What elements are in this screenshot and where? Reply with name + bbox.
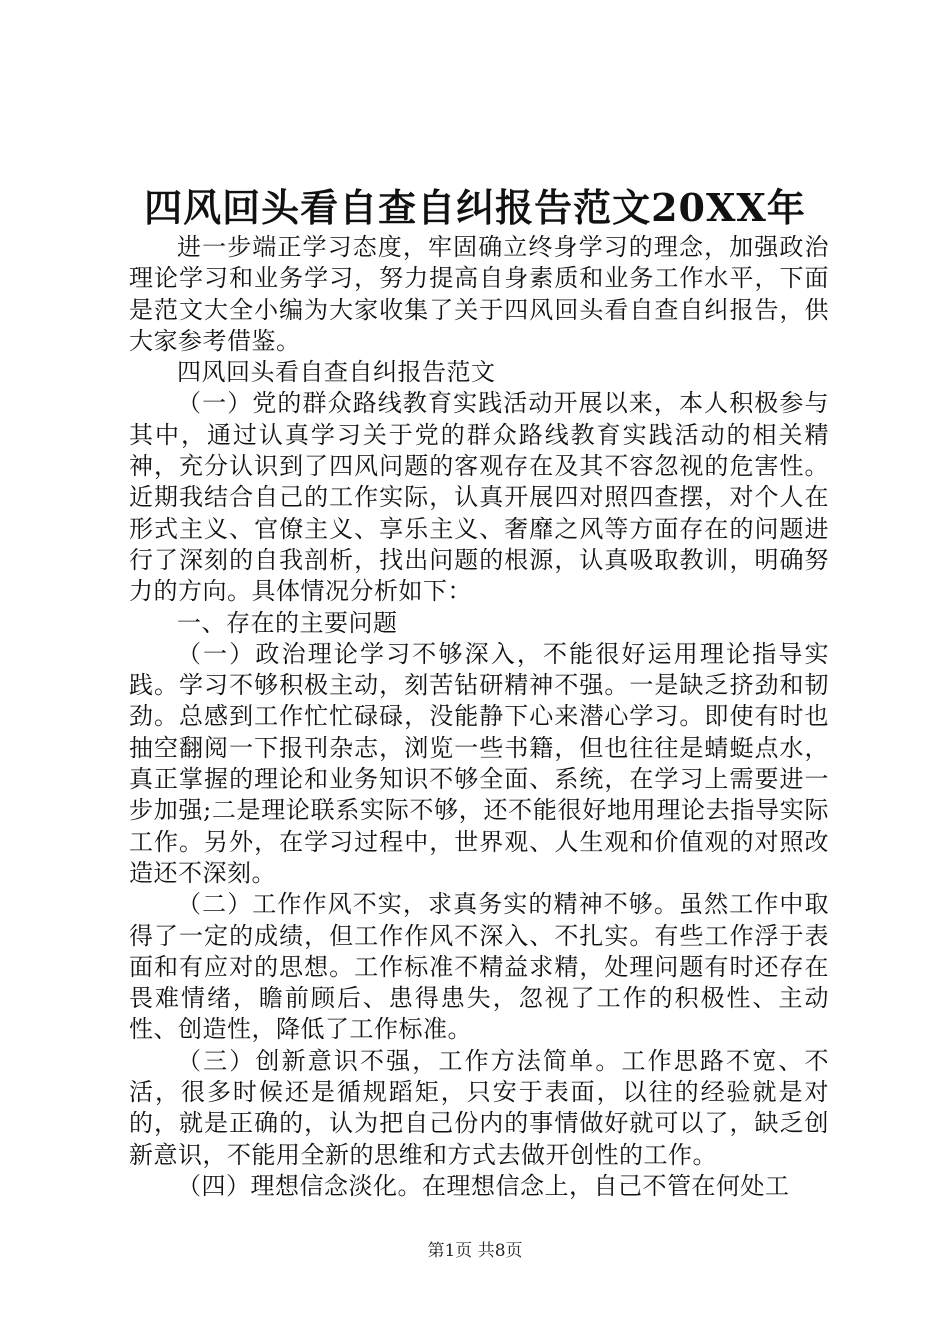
paragraph-overview: （一）党的群众路线教育实践活动开展以来，本人积极参与其中，通过认真学习关于党的群众路线教育实践活动的相关精神，充分认识到了四风问题的客观存在及其不容忽视的危害性。近期我结合自己的工作实际，认真开展四对照四查摆，对个人在形式主义、官僚主义、享乐主义、奢靡之风等方面存在的问题进行了深刻的自我剖析，找出问题的根源，认真吸取教训，明确努力的方向。具体情况分析如下： (129, 389, 829, 606)
paragraph-problem-3: （三）创新意识不强，工作方法简单。工作思路不宽、不活，很多时候还是循规蹈矩，只安于表面，以往的经验就是对的，就是正确的，认为把自己份内的事情做好就可以了，缺乏创新意识，不能用全新的思维和方式去做开创性的工作。 (129, 1046, 829, 1169)
paragraph-problem-4: （四）理想信念淡化。在理想信念上，自己不管在何处工 (177, 1171, 790, 1200)
document-title: 四风回头看自查自纠报告范文20XX年 (144, 185, 806, 230)
section-heading-main-problems: 一、存在的主要问题 (177, 608, 398, 637)
paragraph-intro: 进一步端正学习态度，牢固确立终身学习的理念，加强政治理论学习和业务学习，努力提高自身素质和业务工作水平，下面是范文大全小编为大家收集了关于四风回头看自查自纠报告，供大家参考借鉴。 (129, 233, 829, 355)
paragraph-subtitle: 四风回头看自查自纠报告范文 (177, 358, 496, 387)
paragraph-problem-1: （一）政治理论学习不够深入，不能很好运用理论指导实践。学习不够积极主动，刻苦钻研精神不强。一是缺乏挤劲和韧劲。总感到工作忙忙碌碌，没能静下心来潜心学习。即使有时也抽空翻阅一下报刊杂志，浏览一些书籍，但也往往是蜻蜓点水，真正掌握的理论和业务知识不够全面、系统，在学习上需要进一步加强;二是理论联系实际不够，还不能很好地用理论去指导实际工作。另外，在学习过程中，世界观、人生观和价值观的对照改造还不深刻。 (129, 639, 829, 887)
document-body (129, 232, 829, 1202)
page-number-footer: 第1页 共8页 (427, 1241, 523, 1261)
paragraph-problem-2: （二）工作作风不实，求真务实的精神不够。虽然工作中取得了一定的成绩，但工作作风不深入、不扎实。有些工作浮于表面和有应对的思想。工作标准不精益求精，处理问题有时还存在畏难情绪，瞻前顾后、患得患失，忽视了工作的积极性、主动性、创造性，降低了工作标准。 (129, 890, 829, 1044)
